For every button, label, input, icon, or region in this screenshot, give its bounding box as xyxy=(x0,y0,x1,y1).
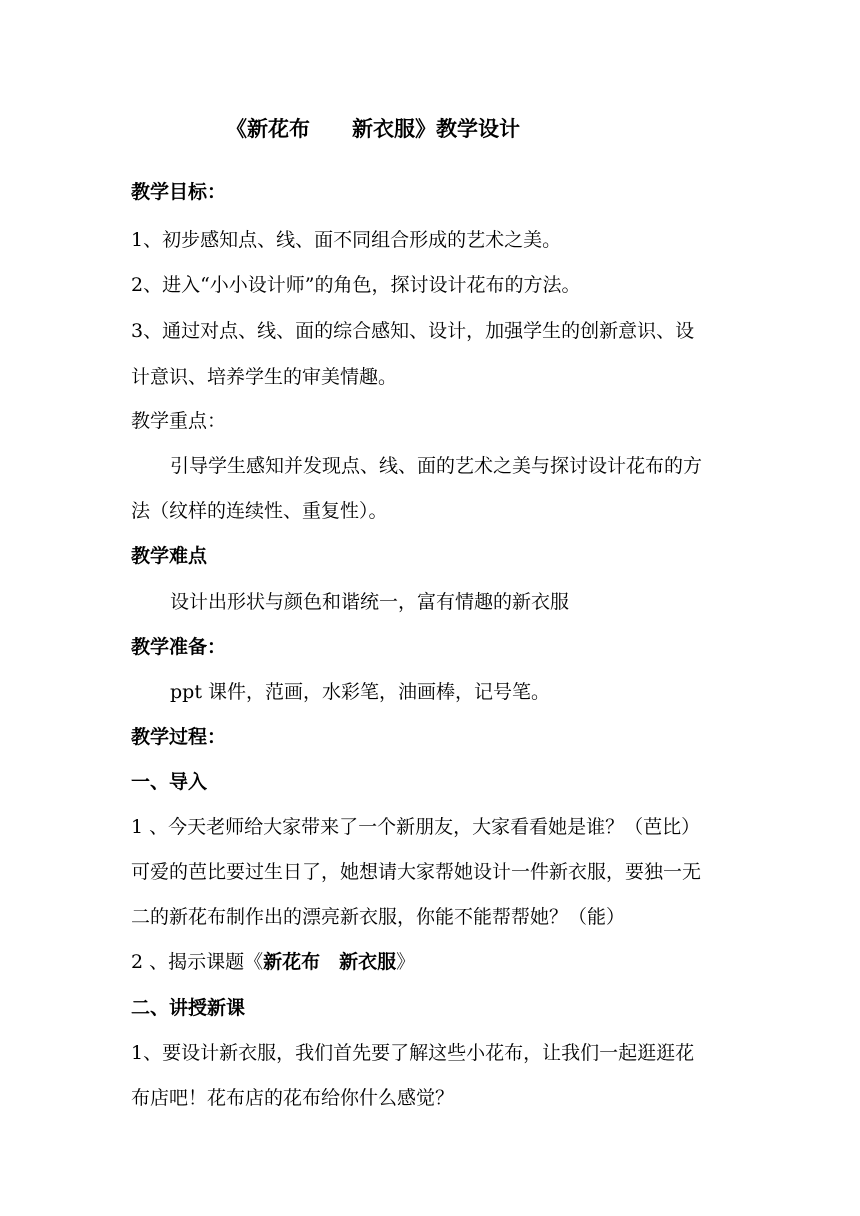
section-1-item-2-lesson-title: 新花布 新衣服 xyxy=(263,951,397,973)
difficulties-heading: 教学难点 xyxy=(131,545,208,567)
section-1-item-1-line-3: 二的新花布制作出的漂亮新衣服，你能不能帮帮她？（能） xyxy=(131,906,626,928)
section-2-item-1-line-1: 1、要设计新衣服，我们首先要了解这些小花布，让我们一起逛逛花 xyxy=(131,1042,695,1064)
key-points-line-1: 引导学生感知并发现点、线、面的艺术之美与探讨设计花布的方 xyxy=(170,455,703,477)
objective-item-2: 2、进入“小小设计师”的角色，探讨设计花布的方法。 xyxy=(131,274,581,296)
key-points-line-2: 法（纹样的连续性、重复性）。 xyxy=(131,500,388,522)
objective-item-3-line-2: 计意识、培养学生的审美情趣。 xyxy=(131,366,398,388)
objective-item-1: 1、初步感知点、线、面不同组合形成的艺术之美。 xyxy=(131,229,562,251)
document-title: 《新花布 新衣服》教学设计 xyxy=(226,116,520,141)
difficulties-text: 设计出形状与颜色和谐统一，富有情趣的新衣服 xyxy=(170,591,570,613)
section-1-item-1-line-2: 可爱的芭比要过生日了，她想请大家帮她设计一件新衣服，要独一无 xyxy=(131,861,702,883)
section-1-item-2-prefix: 2 、揭示课题《 xyxy=(131,951,264,973)
preparation-heading: 教学准备： xyxy=(131,636,227,658)
section-1-item-2 xyxy=(131,950,415,974)
section-1-item-2-suffix: 》 xyxy=(396,951,416,973)
objectives-heading: 教学目标： xyxy=(131,181,227,203)
process-heading: 教学过程： xyxy=(131,726,227,748)
section-1-heading: 一、导入 xyxy=(131,771,208,793)
section-1-item-1-line-1: 1 、今天老师给大家带来了一个新朋友，大家看看她是谁？（芭比） xyxy=(131,816,701,838)
objective-item-3-line-1: 3、通过对点、线、面的综合感知、设计，加强学生的创新意识、设 xyxy=(131,320,695,342)
key-points-heading: 教学重点： xyxy=(131,410,227,432)
preparation-text: ppt 课件，范画，水彩笔，油画棒，记号笔。 xyxy=(170,681,551,703)
section-2-heading: 二、讲授新课 xyxy=(131,997,246,1019)
section-2-item-1-line-2: 布店吧！花布店的花布给你什么感觉？ xyxy=(131,1087,455,1109)
